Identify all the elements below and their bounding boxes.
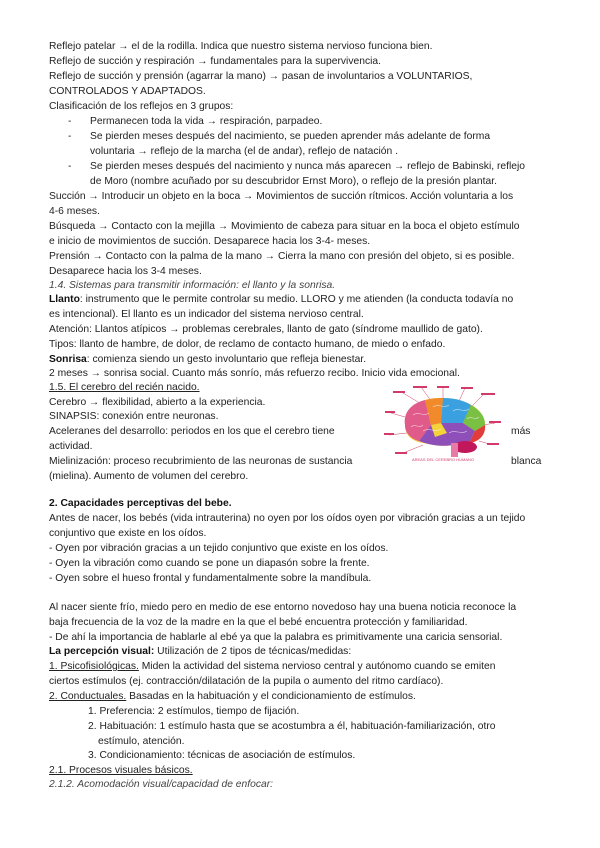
list-bullet: - [68,116,72,127]
text-line [49,690,416,703]
text-line: Cerebro → flexibilidad, abierto a la experiencia. [49,397,266,408]
text-line: Al nacer siente frío, miedo pero en medio de ese entorno novedoso hay una buena noticia reconoce la [49,602,517,613]
text-line: - Oyen por vibración gracias a un tejido conjuntivo que existe en los oídos. [49,543,389,554]
text-span: Utilización de 2 tipos de técnicas/medidas: [154,646,352,657]
text-line: 2 meses → sonrisa social. Cuanto más sonrío, más refuerzo recibo. Inicio vida emocional. [49,368,460,379]
text-line: Reflejo de succión y prensión (agarrar la mano) → pasan de involuntarios a VOLUNTARIOS, [49,71,473,82]
text-line: (mielina). Aumento de volumen del cerebro. [49,471,249,482]
text-line: Tipos: llanto de hambre, de dolor, de reclamo de contacto humano, de miedo o enfado. [49,339,446,350]
text-line: actividad. [49,441,93,452]
text-line [49,293,513,306]
text-line [49,660,495,673]
numbered-item: 1. Preferencia: 2 estímulos, tiempo de fijación. [88,706,300,717]
bold-term: Llanto [49,294,80,305]
text-line: Prensión → Contacto con la palma de la mano → Cierra la mano con presión del objeto, si es posible. [49,251,515,262]
text-line [49,645,351,658]
text-span: : instrumento que le permite controlar su medio. LLORO y me atienden (la conducta todavía no [79,294,514,305]
text-line: SINAPSIS: conexión entre neuronas. [49,411,219,422]
list-item-continuation: de Moro (nombre acuñado por su descubridor Ernst Moro), o reflejo de la presión plantar. [90,176,497,187]
section-heading: 1.5. El cerebro del recién nacido. [49,382,200,393]
text-line: es intencional). El llanto es un indicador del sistema nervioso central. [49,309,364,320]
bold-term: Sonrisa [49,354,87,365]
bold-term: La percepción visual: [49,646,155,657]
text-line: Atención: Llantos atípicos → problemas cerebrales, llanto de gato (síndrome maullido de gato). [49,324,483,335]
underlined-term: 2. Conductuales. [49,691,127,702]
list-item: Se pierden meses después del nacimiento y nunca más aparecen → reflejo de Babinski, reflejo [90,161,526,172]
text-span: : comienza siendo un gesto involuntario que refleja bienestar. [86,354,367,365]
text-line: Clasificación de los reflejos en 3 grupos: [49,101,234,112]
brain-caption: AREAS DEL CEREBRO HUMANO [411,457,475,462]
numbered-item: 3. Condicionamiento: técnicas de asociación de estímulos. [88,750,356,761]
text-line: Desaparece hacia los 3-4 meses. [49,266,202,277]
list-item-continuation: voluntaria → reflejo de la marcha (el de andar), reflejo de natación . [90,146,398,157]
section-heading: 1.4. Sistemas para transmitir información: el llanto y la sonrisa. [49,280,336,291]
section-heading: 2. Capacidades perceptivas del bebe. [49,498,232,509]
subsection-heading: 2.1.2. Acomodación visual/capacidad de enfocar: [49,779,274,790]
text-line: Búsqueda → Contacto con la mejilla → Movimiento de cabeza para situar en la boca el objeto estímulo [49,221,520,232]
section-heading: 2.1. Procesos visuales básicos. [49,765,193,776]
text-line: baja frecuencia de la voz de la madre en la que el bebé encuentra protección y familiaridad. [49,617,468,628]
text-line: Antes de nacer, los bebés (vida intrauterina) no oyen por los oídos oyen por vibración gracias a un tejido [49,513,526,524]
text-fragment: más [511,426,531,437]
text-fragment: blanca [511,456,542,467]
text-line: e inicio de movimientos de succión. Desaparece hacia los 3-4- meses. [49,236,371,247]
text-line: Reflejo patelar → el de la rodilla. Indica que nuestro sistema nervioso funciona bien. [49,41,433,52]
brain-diagram-image [383,385,504,463]
text-line: ciertos estímulos (ej. contracción/dilatación de la pupila o aumento del ritmo cardíaco). [49,676,444,687]
text-line: 4-6 meses. [49,206,100,217]
list-bullet: - [68,131,72,142]
text-line: - De ahí la importancia de hablarle al ebé ya que la palabra es primitivamente una caricia sensorial. [49,632,503,643]
underlined-term: 1. Psicofisiológicas. [49,661,139,672]
text-line: - Oyen la vibración como cuando se pone un diapasón sobre la frente. [49,558,370,569]
text-line: Mielinización: proceso recubrimiento de las neuronas de sustancia [49,456,353,467]
text-line: CONTROLADOS Y ADAPTADOS. [49,86,206,97]
text-span: Miden la actividad del sistema nervioso central y autónomo cuando se emiten [138,661,496,672]
text-line: Succión → Introducir un objeto en la boca → Movimientos de succión rítmicos. Acción voluntaria a los [49,191,514,202]
text-line: Reflejo de succión y respiración → fundamentales para la supervivencia. [49,56,381,67]
numbered-item-continuation: estímulo, atención. [98,736,185,747]
numbered-item: 2. Habituación: 1 estímulo hasta que se acostumbra a él, habituación-familiarización, otro [88,721,496,732]
text-line [49,353,366,366]
list-item: Se pierden meses después del nacimiento, se pueden aprender más adelante de forma [90,131,491,142]
list-bullet: - [68,161,72,172]
text-span: Basadas en la habituación y el condicionamiento de estímulos. [126,691,416,702]
text-line: Aceleranes del desarrollo: periodos en los que el cerebro tiene [49,426,335,437]
list-item: Permanecen toda la vida → respiración, parpadeo. [90,116,323,127]
text-line: conjuntivo que existe en los oídos. [49,528,207,539]
text-line: - Oyen sobre el hueso frontal y fundamentalmente sobre la mandíbula. [49,573,372,584]
